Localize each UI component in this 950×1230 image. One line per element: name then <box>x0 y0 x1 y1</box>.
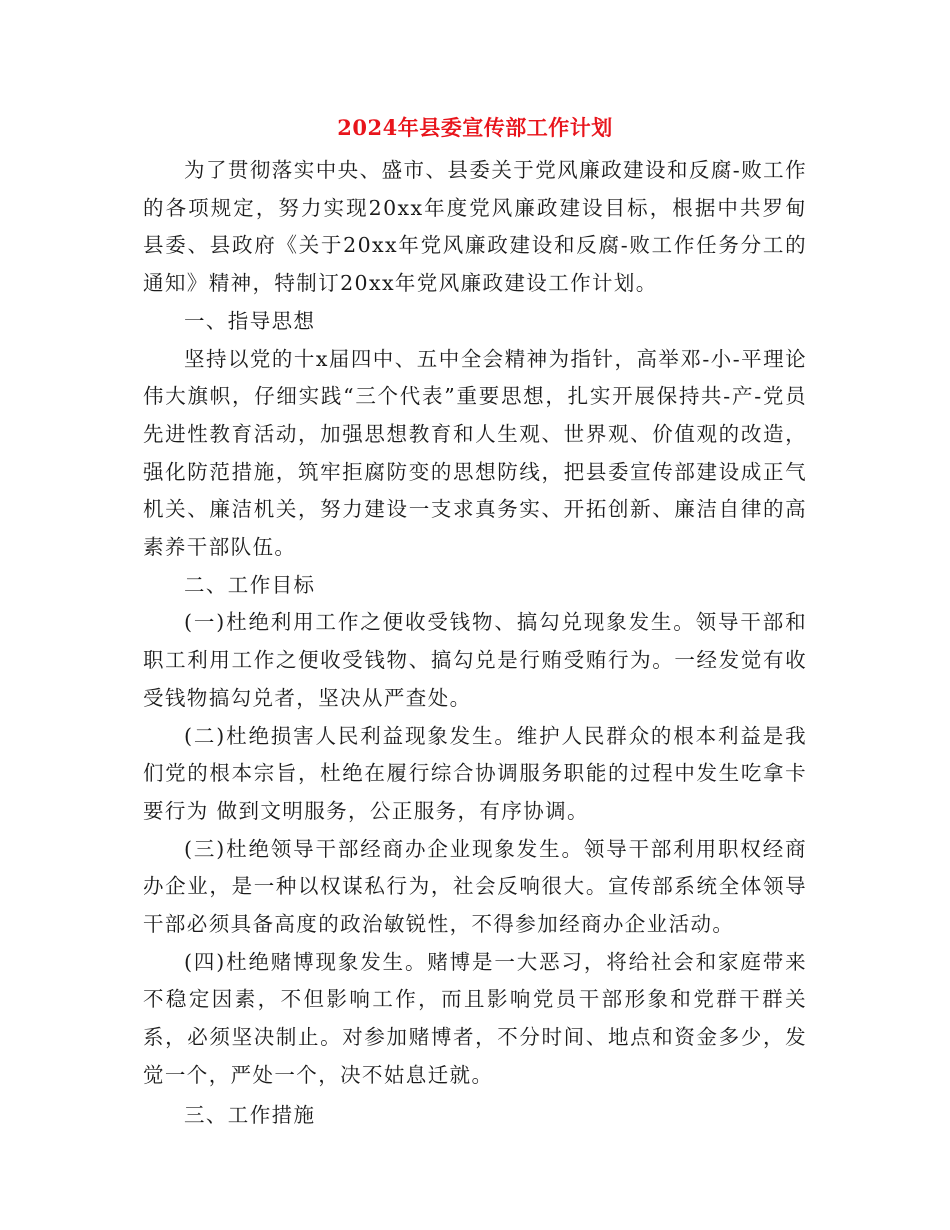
intro-paragraph: 为了贯彻落实中央、盛市、县委关于党风廉政建设和反腐-败工作的各项规定，努力实现20xx年度党风廉政建设目标，根据中共罗甸县委、县政府《关于20xx年党风廉政建设和反腐-败工作任务分工的通知》精神，特制订20xx年党风廉政建设工作计划。 <box>143 158 807 296</box>
section-heading-work-measures: 三、工作措施 <box>184 1102 316 1127</box>
goal-paragraph-2: (二)杜绝损害人民利益现象发生。维护人民群众的根本利益是我们党的根本宗旨，杜绝在履行综合协调服务职能的过程中发生吃拿卡要行为 做到文明服务，公正服务，有序协调。 <box>143 723 807 823</box>
document-page <box>143 108 807 1134</box>
section-heading-guiding-thought: 一、指导思想 <box>184 308 316 333</box>
goal-paragraph-4: (四)杜绝赌博现象发生。赌博是一大恶习，将给社会和家庭带来不稳定因素，不但影响工作，而且影响党员干部形象和党群干群关系，必须坚决制止。对参加赌博者，不分时间、地点和资金多少，发觉一个，严处一个，决不姑息迁就。 <box>143 949 807 1087</box>
section-heading-work-goals: 二、工作目标 <box>184 572 316 597</box>
document-title: 2024年县委宣传部工作计划 <box>337 115 613 140</box>
goal-paragraph-3: (三)杜绝领导干部经商办企业现象发生。领导干部利用职权经商办企业，是一种以权谋私行为，社会反响很大。宣传部系统全体领导干部必须具备高度的政治敏锐性，不得参加经商办企业活动。 <box>143 836 807 937</box>
goal-paragraph-1: (一)杜绝利用工作之便收受钱物、搞勾兑现象发生。领导干部和职工利用工作之便收受钱物、搞勾兑是行贿受贿行为。一经发觉有收受钱物搞勾兑者，坚决从严查处。 <box>143 610 807 710</box>
guiding-thought-paragraph: 坚持以党的十x届四中、五中全会精神为指针，高举邓-小-平理论伟大旗帜，仔细实践“三个代表”重要思想，扎实开展保持共-产-党员先进性教育活动，加强思想教育和人生观、世界观、价值观的改造，强化防范措施，筑牢拒腐防变的思想防线，把县委宣传部建设成正气机关、廉洁机关，努力建设一支求真务实、开拓创新、廉洁自律的高素养干部队伍。 <box>143 346 807 560</box>
